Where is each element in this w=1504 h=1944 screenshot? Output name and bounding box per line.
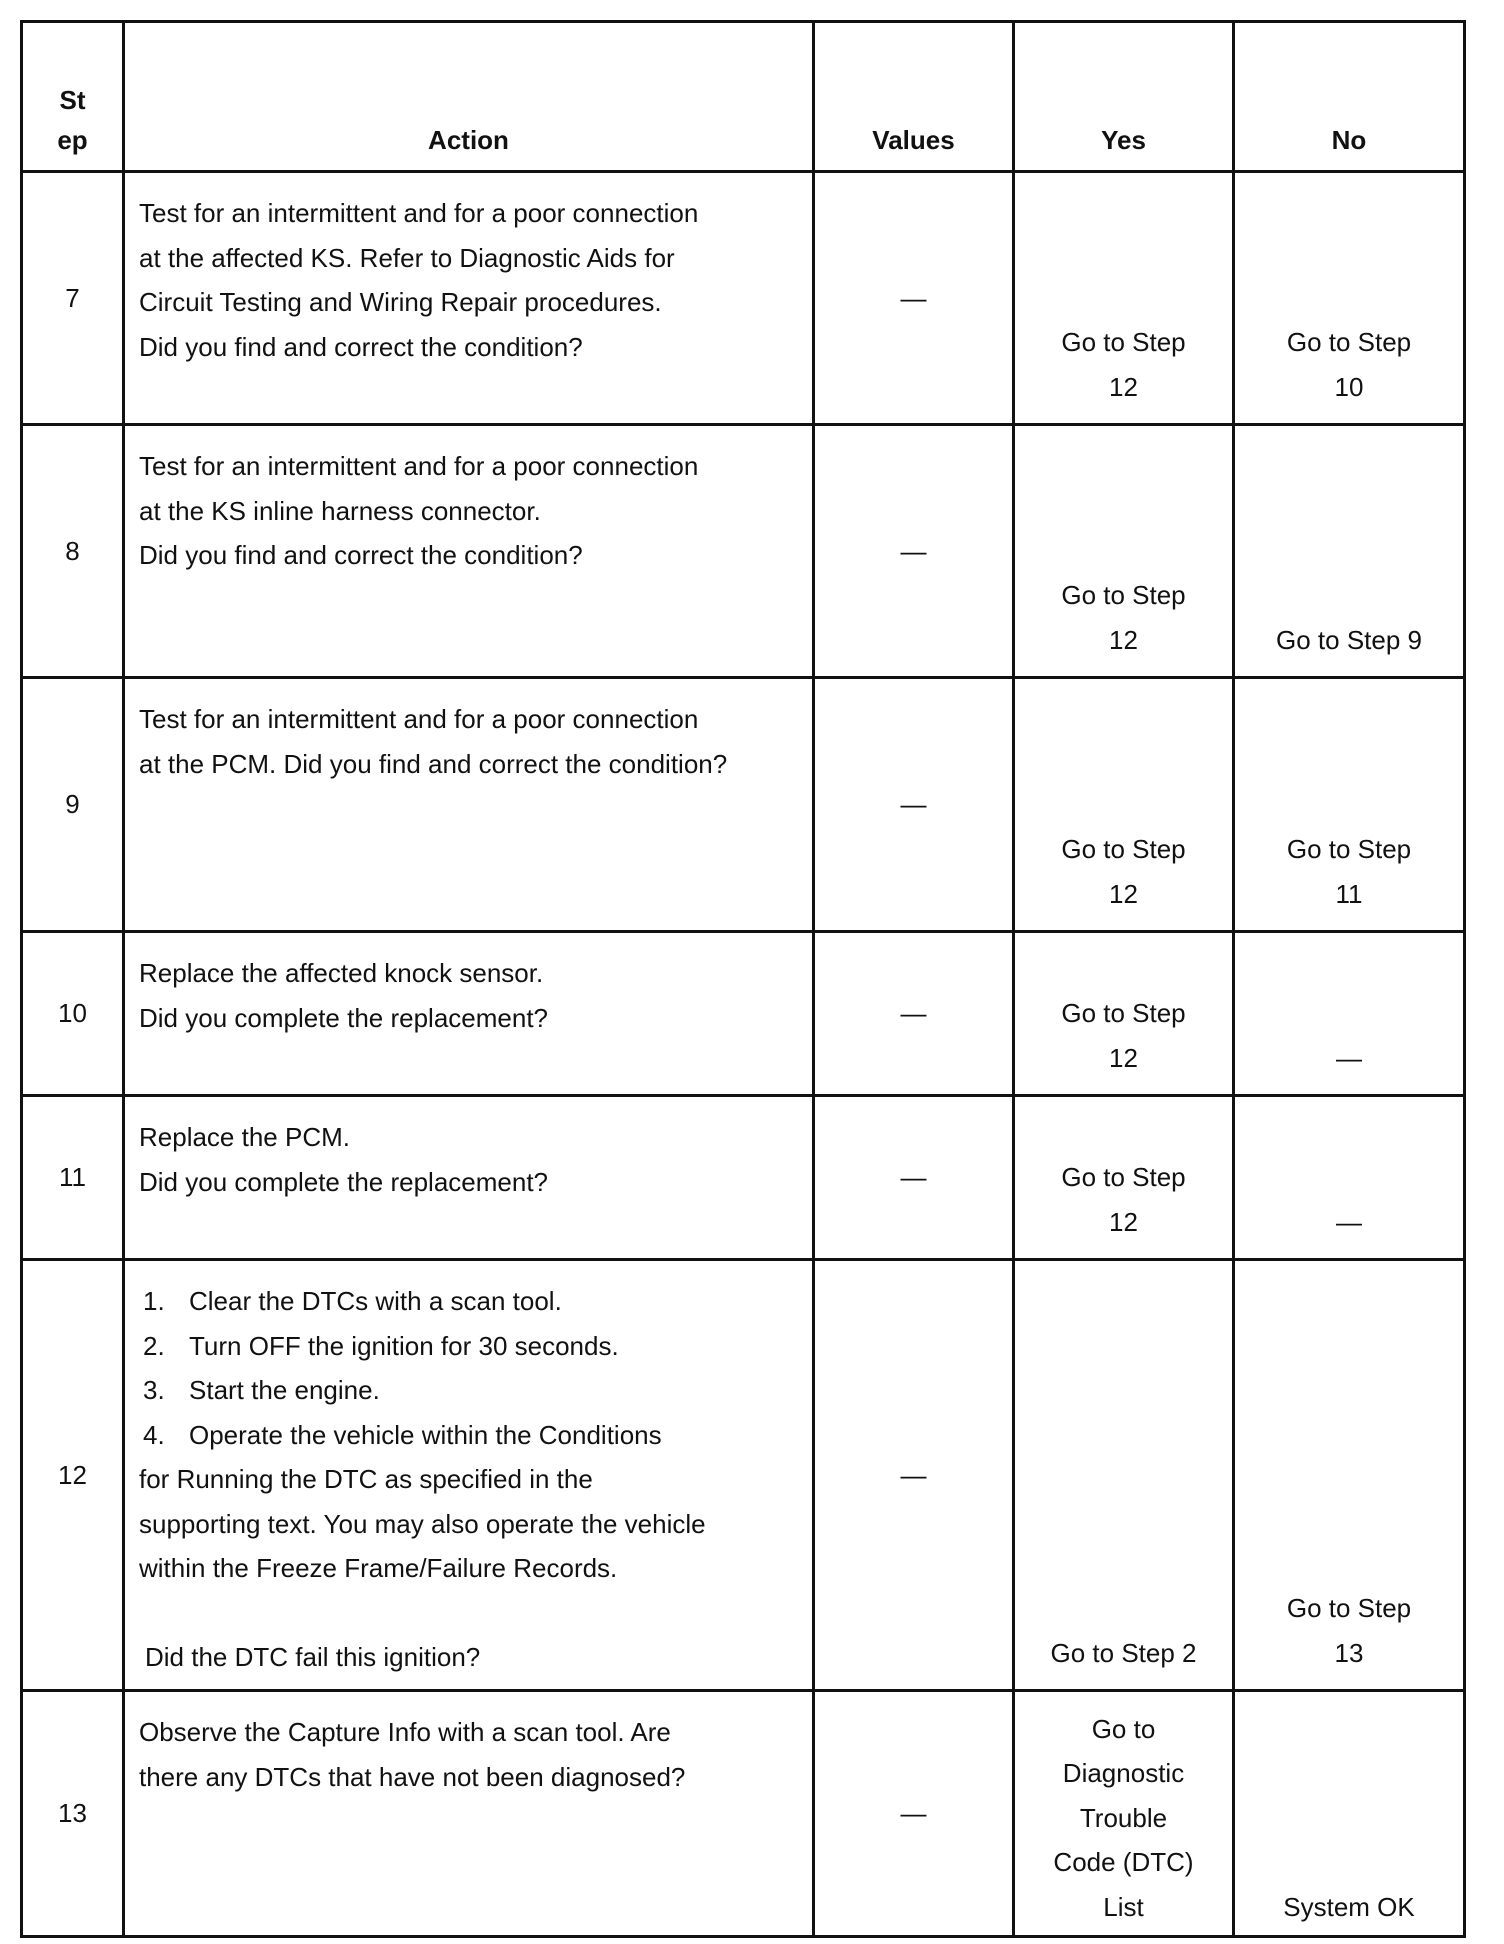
action-line: Circuit Testing and Wiring Repair procedures. [139,287,662,317]
yes-cell [1014,1260,1234,1691]
yes-line: 12 [1109,1042,1138,1073]
action-line: there any DTCs that have not been diagnosed? [139,1761,686,1792]
numbered-step [139,1413,802,1458]
no-cell [1234,172,1465,425]
table-row-step-11 [22,1096,1465,1260]
no-line: 13 [1334,1637,1364,1668]
no-line: 10 [1334,371,1364,402]
numbered-step-number: 3. [143,1375,165,1405]
yes-line: Go to Step [1061,1162,1186,1192]
no-line: Go to Step 9 [1276,624,1422,655]
action-cell [124,678,814,932]
no-cell [1234,678,1465,932]
no-line: Go to Step [1286,1593,1412,1623]
no-cell [1234,1260,1465,1691]
table-row-step-13 [22,1691,1465,1937]
value-cell: — [814,932,1014,1096]
value-cell: — [814,1691,1014,1937]
yes-line: Go to Step [1061,580,1186,610]
step-number: 10 [22,932,124,1096]
step-number: 12 [22,1260,124,1691]
diagnostic-table [20,20,1466,1938]
no-line: — [1336,1042,1362,1073]
numbered-step-text: Operate the vehicle within the Conditions [189,1419,662,1450]
action-line: Test for an intermittent and for a poor connection [139,198,699,228]
table-row-step-12 [22,1260,1465,1691]
yes-cell [1014,172,1234,425]
yes-line: Go to [1091,1713,1156,1744]
header-row [22,22,1465,172]
action-line: Did you complete the replacement? [139,1002,549,1033]
value-cell: — [814,172,1014,425]
numbered-step-number: 2. [143,1330,165,1361]
action-line: Did you complete the replacement? [139,1166,549,1197]
yes-line: Go to Step 2 [1050,1637,1197,1668]
yes-line: 12 [1109,1206,1138,1237]
yes-cell [1014,678,1234,932]
step-number: 13 [22,1691,124,1937]
table-row-step-8 [22,425,1465,678]
no-line: Go to Step [1286,834,1412,864]
no-line: — [1336,1206,1362,1237]
action-line: Replace the affected knock sensor. [139,958,544,988]
yes-line: Go to Step [1061,998,1186,1028]
numbered-step [139,1368,802,1413]
action-line: for Running the DTC as specified in the [139,1464,593,1494]
step-number: 8 [22,425,124,678]
no-line: 11 [1335,878,1363,909]
header-step-line-2: ep [57,125,88,155]
numbered-step-text: Turn OFF the ignition for 30 seconds. [189,1330,619,1361]
action-cell [124,1260,814,1691]
action-line: Did you find and correct the condition? [139,540,583,570]
action-line: Did you find and correct the condition? [139,331,583,362]
action-line: Test for an intermittent and for a poor connection [139,451,699,481]
action-line: Replace the PCM. [139,1122,350,1152]
action-line: Observe the Capture Info with a scan tool. Are [139,1717,671,1747]
step-number: 9 [22,678,124,932]
yes-line: Code (DTC) [1053,1847,1194,1877]
action-cell [124,1691,814,1937]
action-cell [124,425,814,678]
value-cell: — [814,425,1014,678]
action-cell [124,172,814,425]
yes-line: 12 [1109,624,1138,655]
yes-cell [1014,932,1234,1096]
spacer [139,1591,802,1636]
yes-line: Diagnostic [1062,1758,1185,1788]
numbered-step [139,1279,802,1324]
header-step [22,22,124,172]
yes-line: Trouble [1079,1802,1168,1833]
action-line: at the affected KS. Refer to Diagnostic Aids for [139,242,675,273]
no-cell [1234,1096,1465,1260]
yes-line: Go to Step [1061,834,1186,864]
step-number: 11 [22,1096,124,1260]
table-row-step-9 [22,678,1465,932]
header-no: No [1234,22,1465,172]
header-step-line-1: St [59,85,86,115]
action-line: at the PCM. Did you find and correct the condition? [139,748,728,779]
numbered-step-number: 1. [143,1286,165,1316]
yes-cell [1014,1691,1234,1937]
yes-line: Go to Step [1061,327,1186,357]
action-line: Test for an intermittent and for a poor connection [139,704,699,734]
yes-cell [1014,425,1234,678]
no-line: Go to Step [1286,327,1412,357]
action-line: supporting text. You may also operate the vehicle [139,1508,706,1539]
no-cell [1234,932,1465,1096]
header-action: Action [124,22,814,172]
step-number: 7 [22,172,124,425]
action-line: at the KS inline harness connector. [139,495,541,526]
numbered-step [139,1324,802,1369]
action-cell [124,932,814,1096]
value-cell: — [814,1096,1014,1260]
table-row-step-7 [22,172,1465,425]
header-values: Values [814,22,1014,172]
no-line: System OK [1283,1891,1415,1922]
numbered-step-number: 4. [143,1419,165,1450]
numbered-step-text: Clear the DTCs with a scan tool. [189,1286,562,1316]
action-line: within the Freeze Frame/Failure Records. [139,1553,618,1583]
value-cell: — [814,1260,1014,1691]
no-cell [1234,1691,1465,1937]
yes-line: 12 [1109,371,1138,402]
yes-cell [1014,1096,1234,1260]
yes-line: 12 [1109,878,1138,909]
no-cell [1234,425,1465,678]
action-cell [124,1096,814,1260]
yes-line: List [1103,1891,1144,1922]
value-cell: — [814,678,1014,932]
numbered-step-text: Start the engine. [189,1375,380,1405]
table-row-step-10 [22,932,1465,1096]
header-yes: Yes [1014,22,1234,172]
action-question: Did the DTC fail this ignition? [145,1642,481,1672]
